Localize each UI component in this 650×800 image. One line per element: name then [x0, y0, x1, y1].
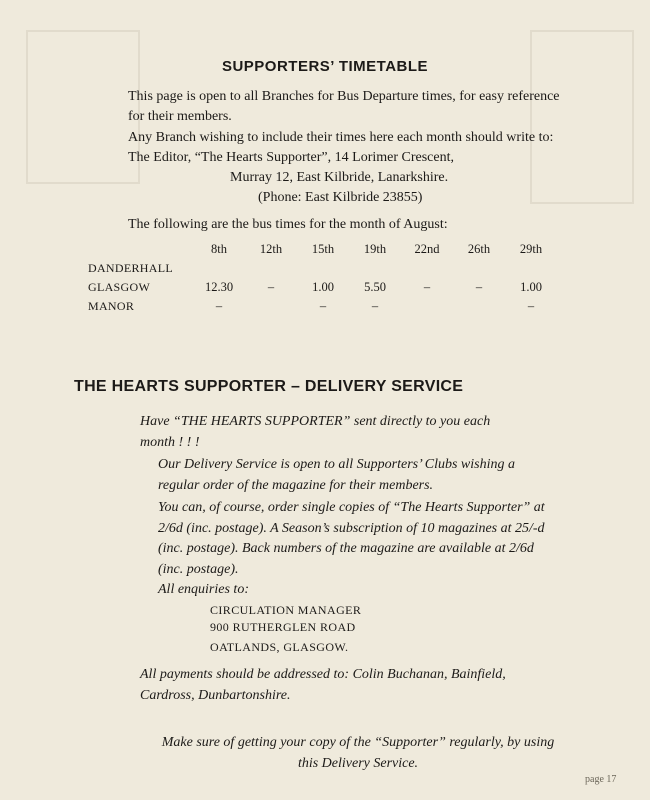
bleed-through-mark: [26, 30, 140, 184]
branch-name: MANOR: [88, 299, 135, 313]
bus-time: [401, 297, 453, 316]
closing-text: Make sure of getting your copy of the “Supporter” regularly, by using this Delivery Service.: [161, 735, 555, 771]
delivery-prices-text: You can, of course, order single copies of “The Hearts Supporter” at 2/6d (inc. postage). A Season’s subscription of 10 magazines at 25/-d (inc. postage). Back numbers of the magazine are available at 2/6d (inc. postage).: [158, 500, 545, 577]
bus-time: 12.30: [204, 280, 234, 294]
timetable-title: SUPPORTERS’ TIMETABLE: [221, 58, 429, 75]
manager-address-line: 900 RUTHERGLEN ROAD: [210, 620, 356, 634]
date-header: 22nd: [414, 242, 440, 256]
manager-address-line: OATLANDS, GLASGOW.: [210, 640, 349, 654]
table-row: [88, 259, 557, 278]
bus-time: –: [215, 299, 223, 313]
bus-times-table: [88, 240, 557, 316]
bus-time: [245, 259, 297, 278]
bus-time: [453, 259, 505, 278]
bus-time: –: [475, 280, 483, 294]
table-row: [88, 297, 557, 316]
bus-time: 5.50: [364, 280, 386, 294]
bus-time: 1.00: [520, 280, 542, 294]
enquiries-label: All enquiries to:: [158, 582, 249, 597]
bus-time: [245, 297, 297, 316]
phone-line: (Phone: East Kilbride 23855): [258, 190, 423, 205]
branch-name: GLASGOW: [88, 280, 151, 294]
bus-time: [453, 297, 505, 316]
date-header: 29th: [519, 242, 543, 256]
branch-header: [88, 240, 193, 259]
bus-time: –: [423, 280, 431, 294]
bus-time: [401, 259, 453, 278]
bus-time: –: [267, 280, 275, 294]
table-row: [88, 278, 557, 297]
date-header: 19th: [363, 242, 387, 256]
address-line: Murray 12, East Kilbride, Lanarkshire.: [230, 170, 449, 185]
bus-time: [505, 259, 557, 278]
date-header: 12th: [259, 242, 283, 256]
table-header-row: [88, 240, 557, 259]
timetable-contact: Any Branch wishing to include their times here each month should write to: The Editor, “The Hearts Supporter”, 14 Lorimer Crescent,: [128, 130, 554, 165]
bus-time: [349, 259, 401, 278]
timetable-intro: This page is open to all Branches for Bus Departure times, for easy reference for their members.: [128, 89, 560, 124]
delivery-clubs-text: Our Delivery Service is open to all Supporters’ Clubs wishing a regular order of the magazine for their members.: [158, 457, 515, 493]
bus-time: 1.00: [312, 280, 334, 294]
bus-times-intro: The following are the bus times for the month of August:: [128, 217, 448, 232]
bus-time: –: [319, 299, 327, 313]
bus-time: [297, 259, 349, 278]
manager-address-line: CIRCULATION MANAGER: [210, 603, 362, 617]
page-number: page 17: [585, 774, 617, 785]
delivery-title: THE HEARTS SUPPORTER – DELIVERY SERVICE: [74, 378, 464, 395]
payments-text: All payments should be addressed to: Colin Buchanan, Bainfield, Cardross, Dunbartonshire.: [140, 667, 506, 703]
date-header: 8th: [211, 242, 227, 256]
bus-time: –: [527, 299, 535, 313]
delivery-headline: Have “THE HEARTS SUPPORTER” sent directly to you each month ! ! !: [140, 414, 491, 450]
bus-time: [193, 259, 245, 278]
bus-time: –: [371, 299, 379, 313]
branch-name: DANDERHALL: [88, 261, 173, 275]
date-header: 15th: [311, 242, 335, 256]
date-header: 26th: [467, 242, 491, 256]
